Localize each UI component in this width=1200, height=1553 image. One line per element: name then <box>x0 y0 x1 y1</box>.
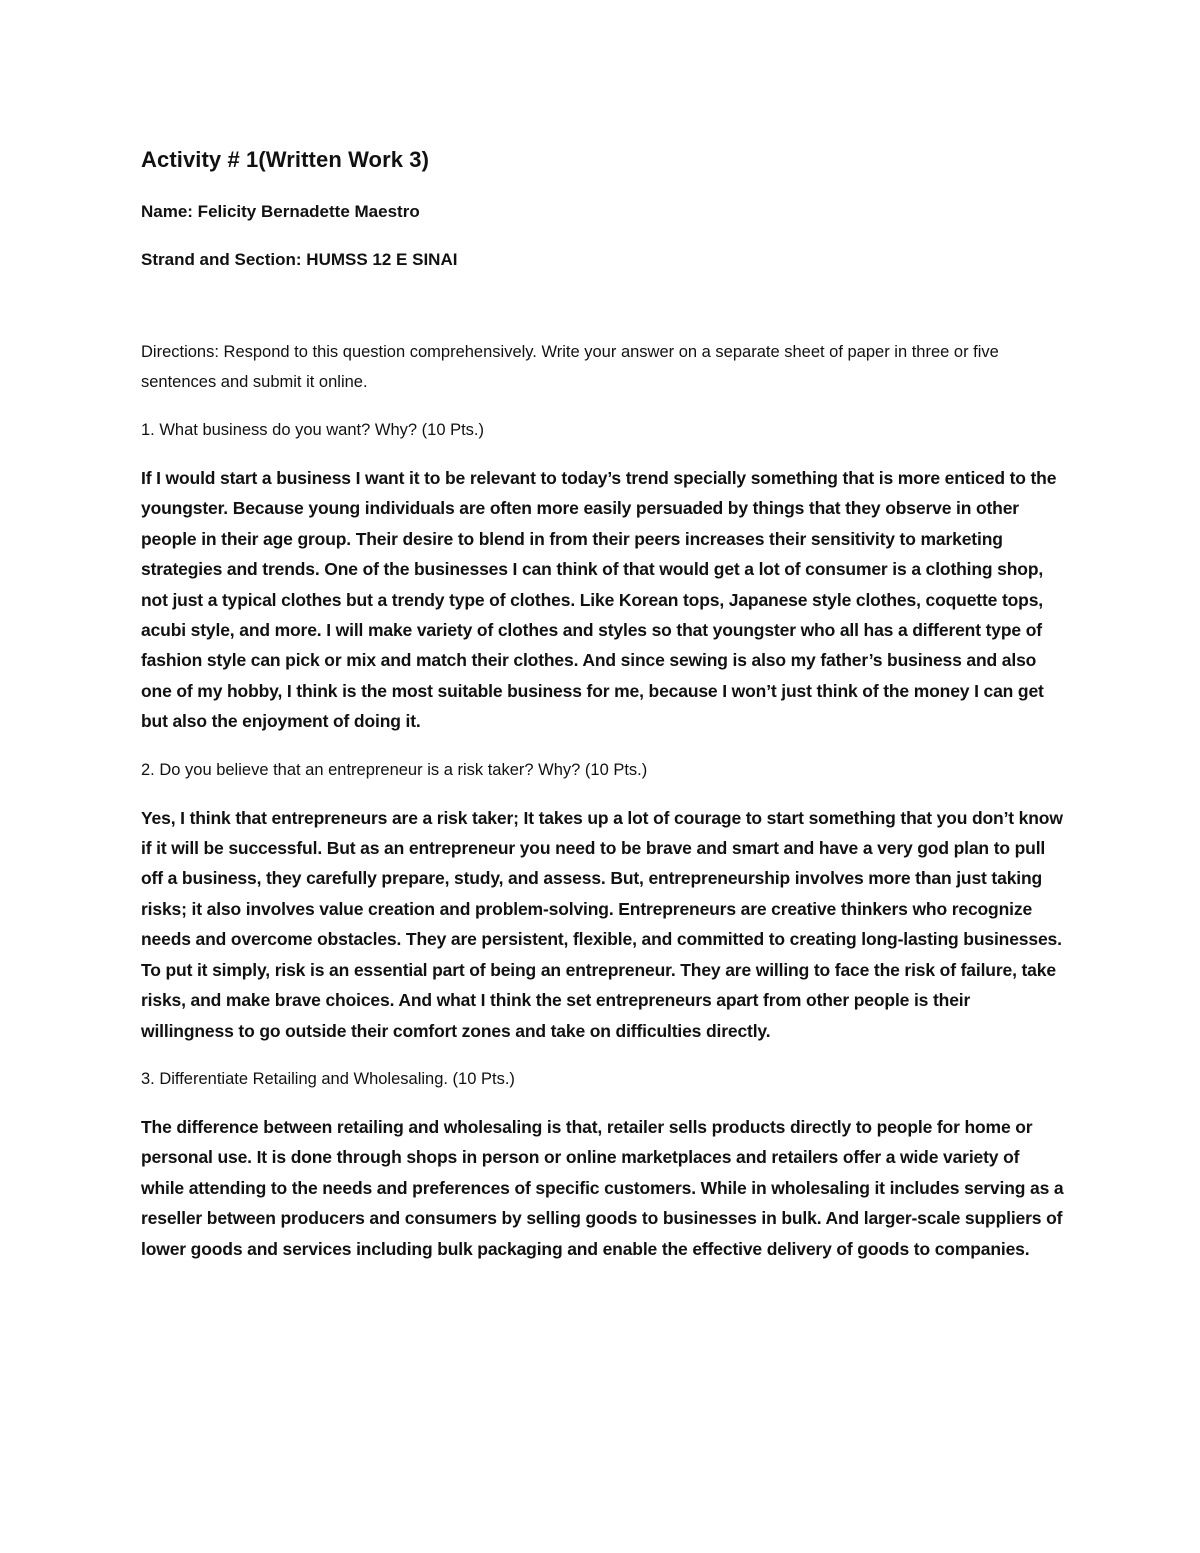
question-3: 3. Differentiate Retailing and Wholesaling. (10 Pts.) <box>141 1069 515 1088</box>
question-2: 2. Do you believe that an entrepreneur is a risk taker? Why? (10 Pts.) <box>141 760 648 779</box>
directions-text: Directions: Respond to this question comprehensively. Write your answer on a separate sheet of paper in three or five sentences and submit it online. <box>141 343 999 391</box>
strand-section: Strand and Section: HUMSS 12 E SINAI <box>141 250 458 269</box>
student-name: Name: Felicity Bernadette Maestro <box>141 202 420 221</box>
document-body <box>141 143 1066 1264</box>
question-1: 1. What business do you want? Why? (10 Pts.) <box>141 421 484 439</box>
page-title: Activity # 1(Written Work 3) <box>141 147 430 172</box>
answer-1: If I would start a business I want it to be relevant to today’s trend specially something that is more enticed to the youngster. Because young individuals are often more easily persuaded by things that they observe in other people in their age group. Their desire to blend in from their peers increases their sensitivity to marketing strategies and trends. One of the businesses I can think of that would get a lot of consumer is a clothing shop, not just a typical clothes but a trendy type of clothes. Like Korean tops, Japanese style clothes, coquette tops, acubi style, and more. I will make variety of clothes and styles so that youngster who all has a different type of fashion style can pick or mix and match their clothes. And since sewing is also my father’s business and also one of my hobby, I think is the most suitable business for me, because I won’t just think of the money I can get but also the enjoyment of doing it. <box>141 468 1057 732</box>
answer-2: Yes, I think that entrepreneurs are a risk taker; It takes up a lot of courage to start something that you don’t know if it will be successful. But as an entrepreneur you need to be brave and smart and have a very god plan to pull off a business, they carefully prepare, study, and assess. But, entrepreneurship involves more than just taking risks; it also involves value creation and problem-solving. Entrepreneurs are creative thinkers who recognize needs and overcome obstacles. They are persistent, flexible, and committed to creating long-lasting businesses. To put it simply, risk is an essential part of being an entrepreneur. They are willing to face the risk of failure, take risks, and make brave choices. And what I think the set entrepreneurs apart from other people is their willingness to go outside their comfort zones and take on difficulties directly. <box>141 807 1063 1041</box>
answer-3: The difference between retailing and wholesaling is that, retailer sells products directly to people for home or personal use. It is done through shops in person or online marketplaces and retailers offer a wide variety of while attending to the needs and preferences of specific customers. While in wholesaling it includes serving as a reseller between producers and consumers by selling goods to businesses in bulk. And larger-scale suppliers of lower goods and services including bulk packaging and enable the effective delivery of goods to companies. <box>141 1116 1064 1259</box>
